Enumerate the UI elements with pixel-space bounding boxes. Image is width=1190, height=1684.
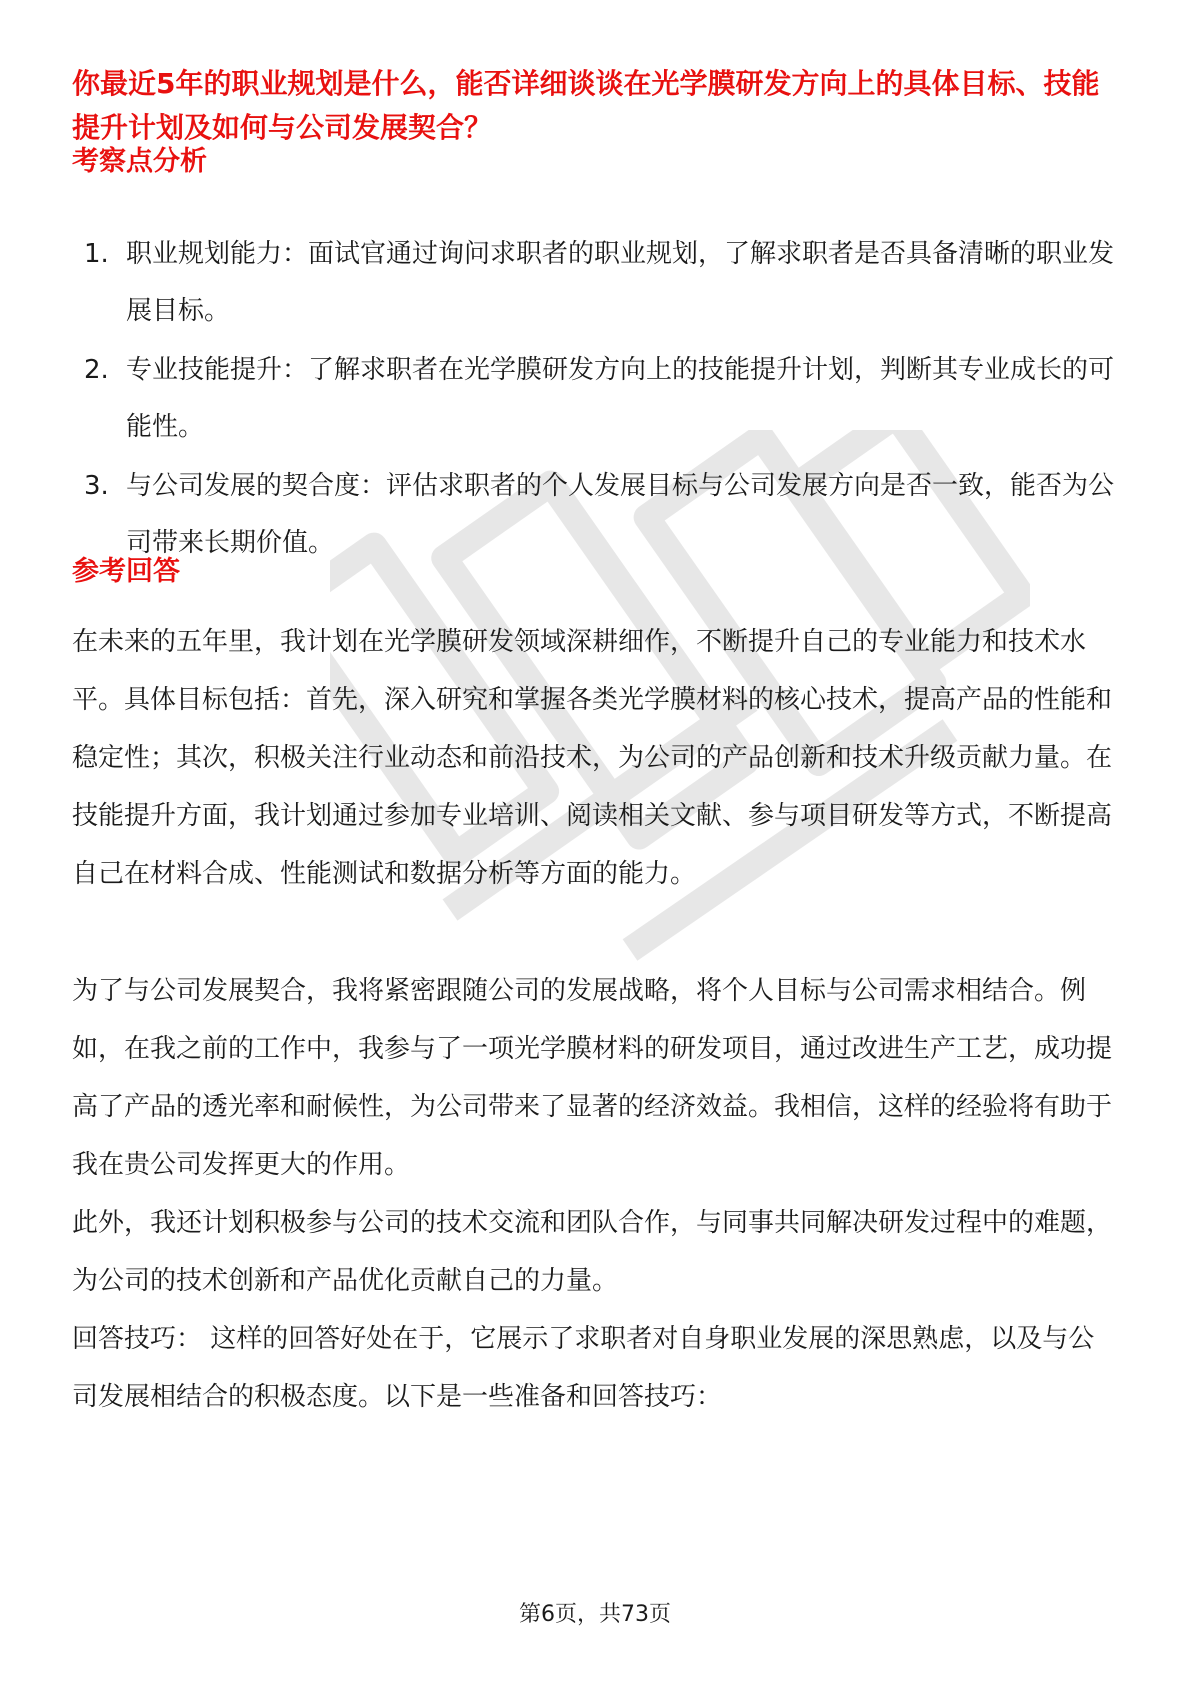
answer-paragraph: 在未来的五年里，我计划在光学膜研发领域深耕细作，不断提升自己的专业能力和技术水平。具体目标包括：首先，深入研究和掌握各类光学膜材料的核心技术，提高产品的性能和稳定性；其次，积极关注行业动态和前沿技术，为公司的产品创新和技术升级贡献力量。在技能提升方面，我计划通过参加专业培训、阅读相关文献、参与项目研发等方式，不断提高自己在材料合成、性能测试和数据分析等方面的能力。: [72, 627, 1113, 889]
analysis-title: 考察点分析: [72, 146, 207, 177]
analysis-point: [84, 458, 1124, 572]
point-text: 职业规划能力：面试官通过询问求职者的职业规划，了解求职者是否具备清晰的职业发展目标。: [126, 239, 1115, 326]
answer-tips-paragraph: 回答技巧： 这样的回答好处在于，它展示了求职者对自身职业发展的深思熟虑，以及与公司发展相结合的积极态度。以下是一些准备和回答技巧：: [72, 1324, 1095, 1412]
point-number: 3.: [84, 471, 109, 501]
answer-paragraph: 此外，我还计划积极参与公司的技术交流和团队合作，与同事共同解决研发过程中的难题，为公司的技术创新和产品优化贡献自己的力量。: [72, 1208, 1113, 1296]
point-text: 专业技能提升：了解求职者在光学膜研发方向上的技能提升计划，判断其专业成长的可能性。: [126, 355, 1115, 442]
point-number: 2.: [84, 355, 109, 385]
answer-title: 参考回答: [72, 556, 180, 587]
analysis-point: [84, 226, 1124, 340]
page-number-footer: 第6页，共73页: [519, 1602, 671, 1627]
analysis-point: [84, 342, 1124, 456]
analysis-points: [84, 226, 1124, 574]
point-text: 与公司发展的契合度：评估求职者的个人发展目标与公司发展方向是否一致，能否为公司带来长期价值。: [126, 471, 1115, 558]
answer-paragraph: 为了与公司发展契合，我将紧密跟随公司的发展战略，将个人目标与公司需求相结合。例如，在我之前的工作中，我参与了一项光学膜材料的研发项目，通过改进生产工艺，成功提高了产品的透光率和耐候性，为公司带来了显著的经济效益。我相信，这样的经验将有助于我在贵公司发挥更大的作用。: [72, 976, 1113, 1180]
question-heading: 你最近5年的职业规划是什么，能否详细谈谈在光学膜研发方向上的具体目标、技能提升计划及如何与公司发展契合？: [72, 67, 1100, 144]
point-number: 1.: [84, 239, 109, 269]
